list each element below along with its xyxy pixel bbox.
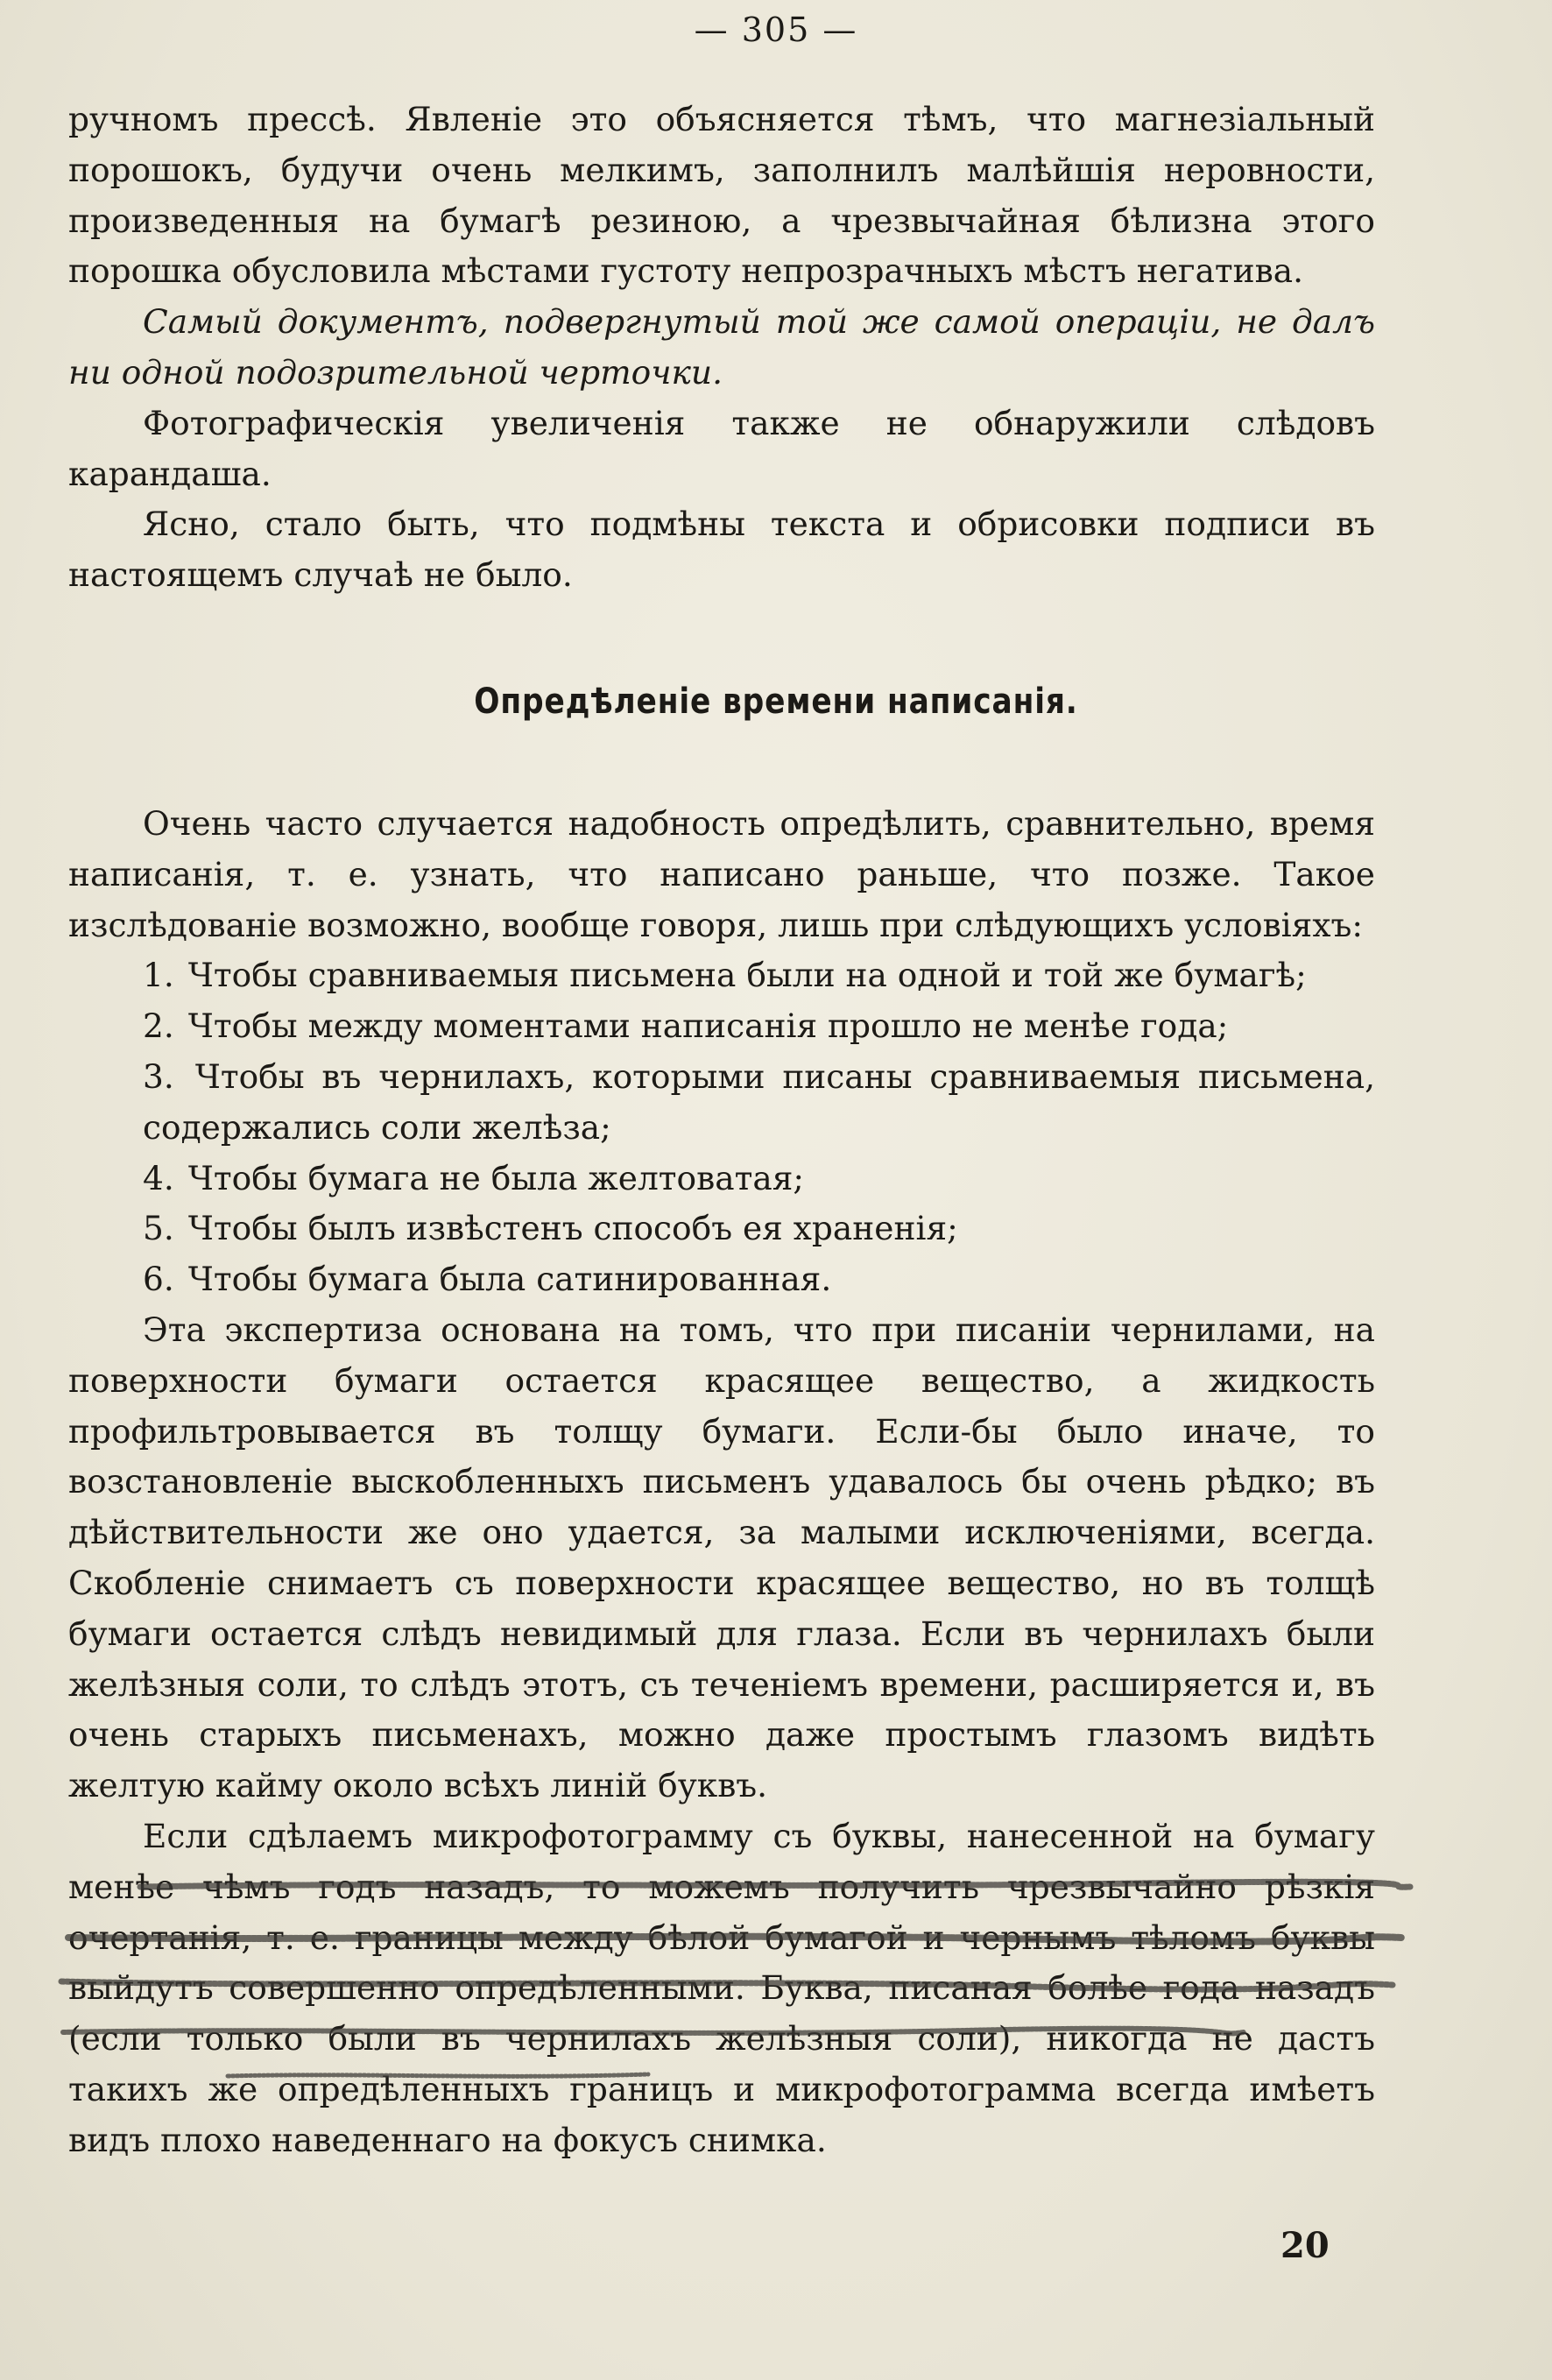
paragraph-microphotogram: Если сдѣлаемъ микрофотограмму съ буквы, нанесенной на бумагу менѣе чѣмъ годъ назадъ, то можемъ получить чрезвычайно рѣзкія очертанія, т. е. границы между бѣлой бумагой и чернымъ тѣломъ буквы выйдутъ совершенно опредѣленными. Буква, писаная болѣе года назадъ (если только были въ чернилахъ желѣзныя соли), никогда не дастъ такихъ же опредѣленныхъ границъ и микрофотограмма всегда имѣетъ видъ плохо наведеннаго на фокусъ снимка. [68, 1816, 1375, 2159]
paragraph-intro: Очень часто случается надобность опредѣлить, сравнительно, время написанія, т. е. узнать, что написано раньше, что позже. Такое изслѣдованіе возможно, вообще говоря, лишь при слѣдующихъ условіяхъ: [68, 804, 1375, 944]
condition-item: 3. Чтобы въ чернилахъ, которыми писаны сравниваемыя письмена, содержались соли желѣза; [143, 1056, 1376, 1147]
condition-item: 2. Чтобы между моментами написанія прошло не менѣе года; [143, 1006, 1229, 1046]
paragraph-italic-document: Самый документъ, подвергнутый той же самой операціи, не далъ ни одной подозрительной черточки. [68, 302, 1375, 392]
paragraph-expertise: Эта экспертиза основана на томъ, что при писаніи чернилами, на поверхности бумаги остается красящее вещество, а жидкость профильтровывается въ толщу бумаги. Если-бы было иначе, то возстановленіе выскобленныхъ письменъ удавалось бы очень рѣдко; въ дѣйствительности же оно удается, за малыми исключеніями, всегда. Скобленіе снимаетъ съ поверхности красящее вещество, но въ толщѣ бумаги остается слѣдъ невидимый для глаза. Если въ чернилахъ были желѣзныя соли, то слѣдъ этотъ, съ теченіемъ времени, расширяется и, въ очень старыхъ письменахъ, можно даже простымъ глазомъ видѣть желтую кайму около всѣхъ линій буквъ. [68, 1310, 1375, 1805]
condition-item: 4. Чтобы бумага не была желтоватая; [143, 1158, 804, 1197]
section-heading: Опредѣленіе времени написанія. [474, 682, 1078, 722]
condition-item: 1. Чтобы сравниваемыя письмена были на одной и той же бумагѣ; [143, 956, 1307, 995]
top-section [68, 95, 1375, 601]
paragraph-photo-enlargements: Фотографическія увеличенія также не обнаружили слѣдовъ карандаша. [68, 403, 1375, 493]
condition-item: 6. Чтобы бумага была сатинированная. [143, 1260, 832, 1299]
paragraph-conclusion: Ясно, стало быть, что подмѣны текста и обрисовки подписи въ настоящемъ случаѣ не было. [68, 505, 1375, 595]
paragraph-continuation: ручномъ прессѣ. Явленіе это объясняется тѣмъ, что магнезіальный порошокъ, будучи очень мелкимъ, заполнилъ малѣйшія неровности, произведенныя на бумагѣ резиною, а чрезвычайная бѣлизна этого порошка обусловила мѣстами густоту непрозрачныхъ мѣстъ негатива. [68, 100, 1375, 291]
page-number: — 305 — [694, 11, 858, 49]
signature-mark: 20 [1280, 2225, 1330, 2266]
main-section [68, 799, 1375, 2166]
condition-item: 5. Чтобы былъ извѣстенъ способъ ея храненія; [143, 1209, 958, 1248]
